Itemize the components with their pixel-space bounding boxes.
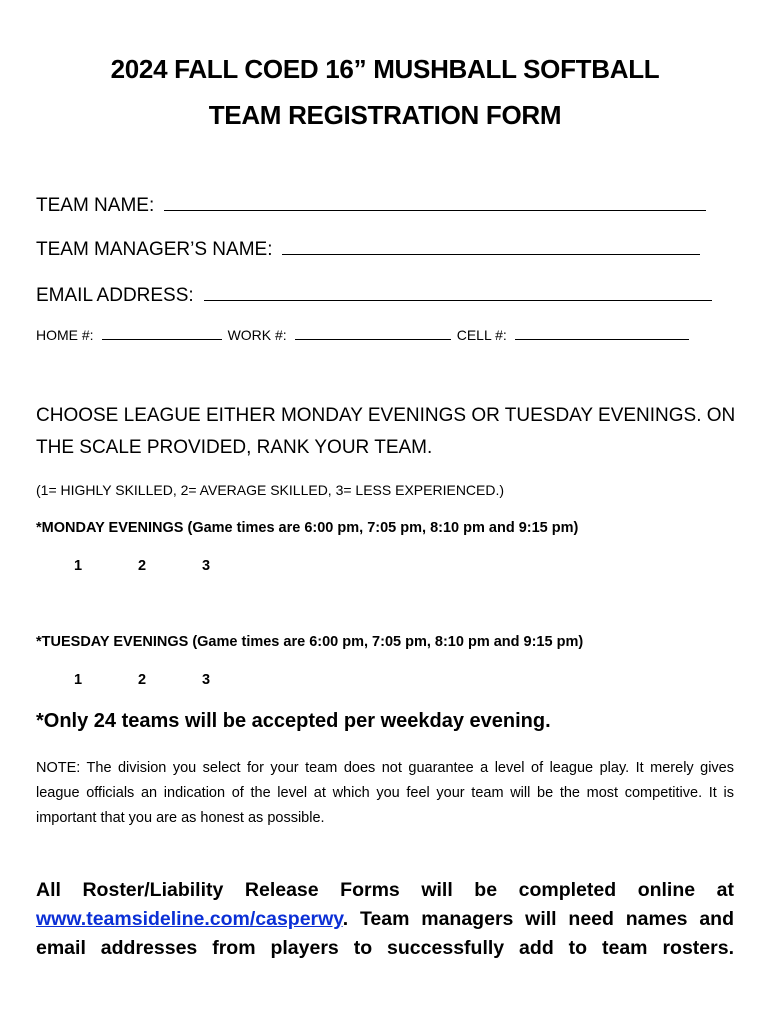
roster-intro: All Roster/Liability Release Forms will be completed online at xyxy=(36,879,734,901)
roster-instructions xyxy=(36,876,734,963)
league-instructions: CHOOSE LEAGUE EITHER MONDAY EVENINGS OR TUESDAY EVENINGS. ON THE SCALE PROVIDED, RANK YOUR TEAM. xyxy=(36,405,736,458)
tuesday-rank-3[interactable]: 3 xyxy=(202,672,211,688)
tuesday-league-heading: *TUESDAY EVENINGS (Game times are 6:00 pm, 7:05 pm, 8:10 pm and 9:15 pm) xyxy=(36,634,584,650)
work-phone-field[interactable] xyxy=(295,326,451,340)
roster-after-link: . Team managers will need names and email addresses from players to successfully add to team rosters. xyxy=(36,908,734,959)
form-title: 2024 FALL COED 16” MUSHBALL SOFTBALL xyxy=(110,54,660,84)
phone-row xyxy=(36,326,695,343)
tuesday-rank-2[interactable]: 2 xyxy=(138,672,147,688)
skill-scale: (1= HIGHLY SKILLED, 2= AVERAGE SKILLED, 3= LESS EXPERIENCED.) xyxy=(36,482,505,498)
tuesday-rank-options xyxy=(74,672,266,688)
tuesday-rank-1[interactable]: 1 xyxy=(74,672,83,688)
email-field[interactable] xyxy=(204,282,712,301)
email-label: EMAIL ADDRESS: xyxy=(36,285,194,306)
monday-rank-3[interactable]: 3 xyxy=(202,558,211,574)
monday-league-heading: *MONDAY EVENINGS (Game times are 6:00 pm, 7:05 pm, 8:10 pm and 9:15 pm) xyxy=(36,520,579,536)
team-name-field[interactable] xyxy=(164,192,706,211)
manager-name-label: TEAM MANAGER’S NAME: xyxy=(36,239,273,260)
team-name-row xyxy=(36,192,706,217)
email-row xyxy=(36,282,712,307)
monday-rank-2[interactable]: 2 xyxy=(138,558,147,574)
teamsideline-link[interactable]: www.teamsideline.com/casperwy xyxy=(36,908,343,930)
work-phone-label: WORK #: xyxy=(227,327,287,343)
home-phone-label: HOME #: xyxy=(36,327,94,343)
cell-phone-label: CELL #: xyxy=(456,327,507,343)
manager-name-field[interactable] xyxy=(282,236,700,255)
team-name-label: TEAM NAME: xyxy=(36,195,155,216)
division-note: NOTE: The division you select for your team does not guarantee a level of league play. It merely gives league officials an indication of the level at which you feel your team will be the most competitive. It is important that you are as honest as possible. xyxy=(36,760,734,826)
form-subtitle: TEAM REGISTRATION FORM xyxy=(208,100,562,130)
monday-rank-1[interactable]: 1 xyxy=(74,558,83,574)
manager-name-row xyxy=(36,236,700,261)
home-phone-field[interactable] xyxy=(102,326,222,340)
monday-rank-options xyxy=(74,558,266,574)
team-limit-notice: *Only 24 teams will be accepted per weekday evening. xyxy=(36,710,551,732)
cell-phone-field[interactable] xyxy=(515,326,689,340)
